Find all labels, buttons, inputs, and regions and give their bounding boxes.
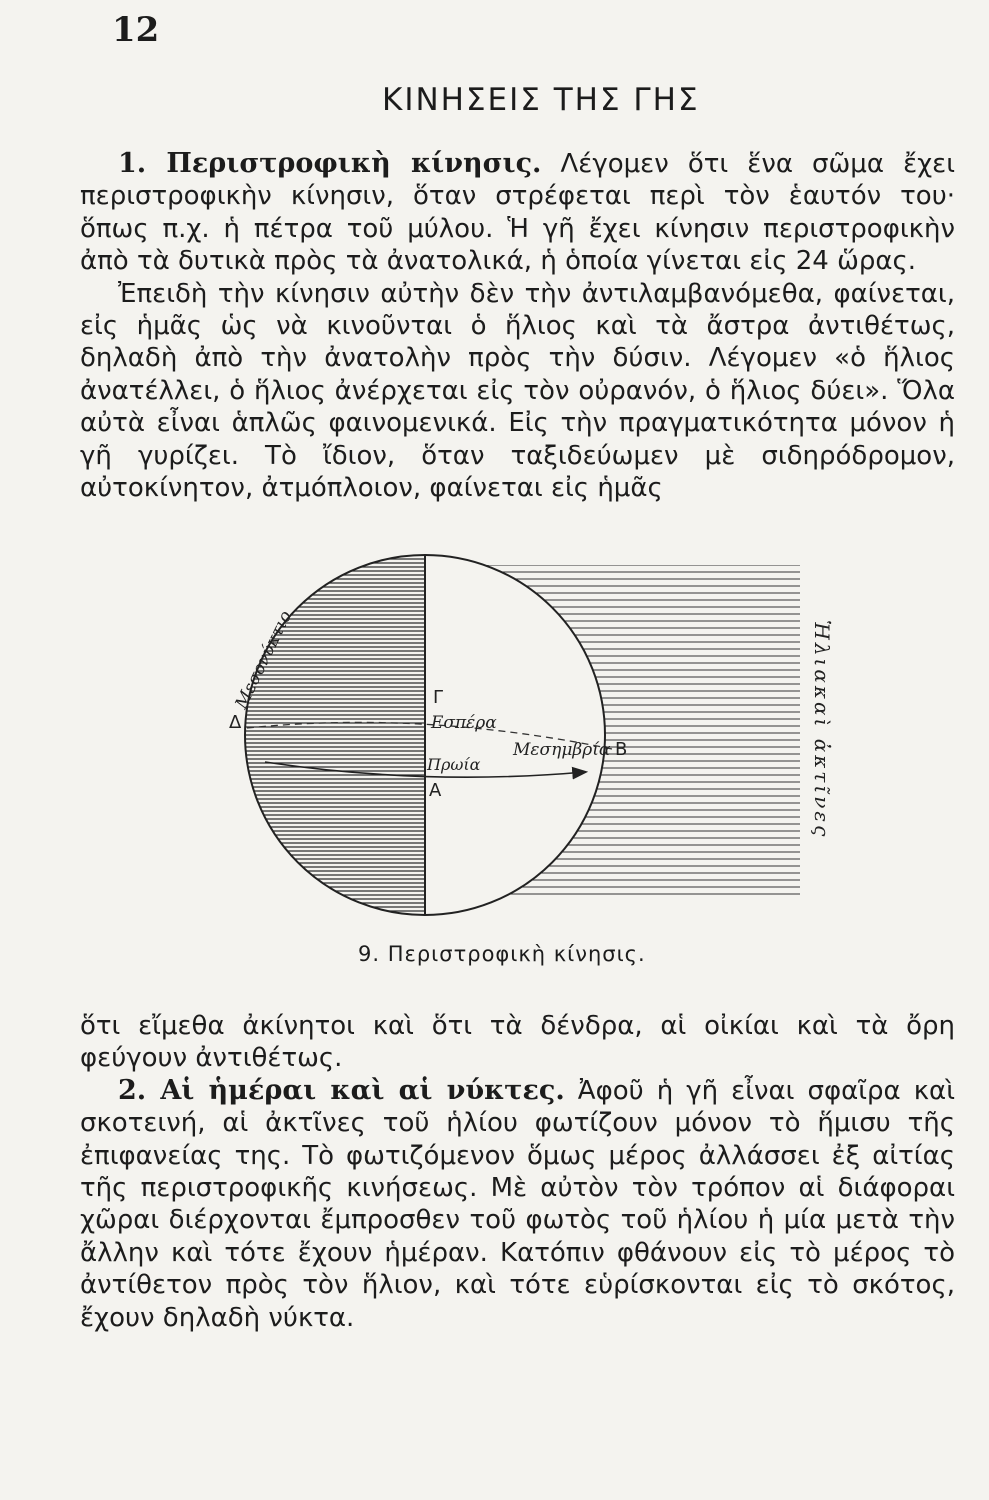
chapter-title: ΚΙΝΗΣΕΙΣ ΤΗΣ ΓΗΣ (382, 82, 700, 118)
section-1-paragraph-2: Ἐπειδὴ τὴν κίνησιν αὐτὴν δὲν τὴν ἀντιλαμβανόμεθα, φαίνεται, εἰς ἡμᾶς ὡς νὰ κινοῦνται ὁ ἥλιος καὶ τὰ ἄστρα ἀντιθέτως, δηλαδὴ ἀπὸ τὴν ἀνατολὴν πρὸς τὴν δύσιν. Λέγομεν «ὁ ἥλιος ἀνατέλλει, ὁ ἥλιος ἀνέρχεται εἰς τὸν οὐρανόν, ὁ ἥλιος δύει». Ὅλα αὐτὰ εἶναι ἁπλῶς φαινομενικά. Εἰς τὴν πραγματικότητα μόνον ἡ γῆ γυρίζει. Τὸ ἴδιον, ὅταν ταξιδεύωμεν μὲ σιδηρόδρομον, αὐτοκίνητον, ἀτμόπλοιον, φαίνεται εἰς ἡμᾶς (80, 278, 955, 504)
section-1-heading: 1. Περιστροφικὴ κίνησις. (118, 148, 542, 179)
section-1-paragraph-1-body: Λέγομεν ὅτι ἕνα σῶμα ἔχει περιστροφικὴν κίνησιν, ὅταν στρέφεται περὶ τὸν ἑαυτόν του· ὅπως π.χ. ἡ πέτρα τοῦ μύλου. Ἡ γῆ ἔχει κίνησιν περιστροφικὴν ἀπὸ τὰ δυτικὰ πρὸς τὰ ἀνατολικά, ἡ ὁποία γίνεται εἰς 24 ὥρας. (80, 149, 955, 277)
label-point-delta: Δ (229, 712, 242, 733)
section-1-continued: ὅτι εἴμεθα ἀκίνητοι καὶ ὅτι τὰ δένδρα, αἱ οἰκίαι καὶ τὰ ὄρη φεύγουν ἀντιθέτως. (80, 1011, 955, 1074)
label-morning: Πρωία (427, 755, 481, 774)
section-2-heading: 2. Αἱ ἡμέραι καὶ αἱ νύκτες. (118, 1074, 565, 1106)
section-2-paragraph-body: Ἀφοῦ ἡ γῆ εἶναι σφαῖρα καὶ σκοτεινή, αἱ ἀκτῖνες τοῦ ἡλίου φωτίζουν μόνον τὸ ἥμισυ τῆς ἐπιφανείας της. Τὸ φωτιζόμενον ὅμως μέρος ἀλλάσσει ἐξ αἰτίας τῆς περιστροφικῆς κινήσεως. Μὲ αὐτὸν τὸν τρόπον αἱ διάφοραι χῶραι διέρχονται ἔμπροσθεν τοῦ φωτὸς τοῦ ἡλίου ἡ μία μετὰ τὴν ἄλλην καὶ τότε ἔχουν ἡμέραν. Κατόπιν φθάνουν εἰς τὸ μέρος τὸ ἀντίθετον πρὸς τὸν ἥλιον, καὶ τότε εὑρίσκονται εἰς τὸ σκότος, ἔχουν δηλαδὴ νύκτα. (80, 1075, 955, 1333)
section-1-paragraph-1 (80, 148, 955, 278)
page-number: 12 (112, 10, 160, 50)
label-point-beta: Β (615, 739, 628, 760)
section-1-text (80, 148, 955, 504)
label-sun-rays: Ἡλιακαὶ ἀκτῖνες (810, 620, 834, 840)
earth-rotation-diagram (225, 550, 845, 950)
label-noon: Μεσημβρία (513, 740, 611, 760)
rotation-figure (225, 550, 845, 950)
section-2-paragraph (80, 1075, 955, 1334)
section-2-text (80, 1010, 955, 1334)
figure-caption: 9. Περιστροφικὴ κίνησις. (358, 942, 646, 966)
label-point-gamma: Γ (433, 687, 444, 708)
label-evening: Εσπέρα (431, 713, 497, 733)
label-point-alpha: Α (429, 780, 442, 801)
label-midnight: Μεσονύκτιο (231, 607, 297, 713)
globe-night-side (225, 550, 425, 950)
